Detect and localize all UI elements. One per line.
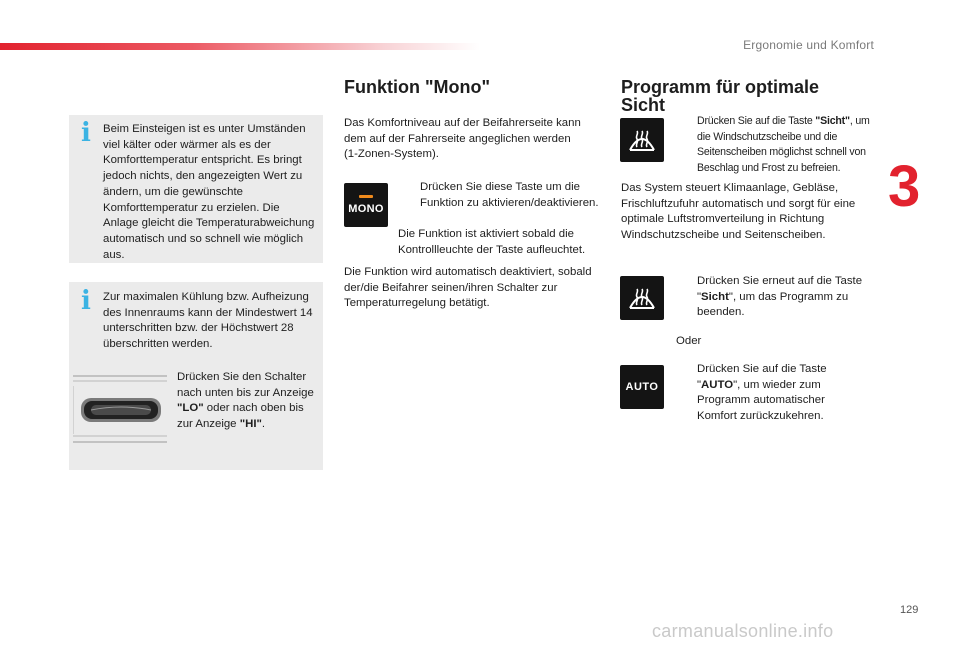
mono-deactivation-note: Die Funktion wird automatisch deaktiviert, sobald der/die Beifahrer seinen/ihren Schalter zur Temperaturregelung betätigt.	[344, 266, 592, 310]
defrost-windshield-icon	[620, 118, 664, 162]
mono-instruction: Drücken Sie diese Taste um die Funktion zu aktivieren/deaktivieren.	[420, 181, 599, 209]
visibility-instruction: Drücken Sie auf die Taste "Sicht", um die Windschutzscheibe und die Seitenscheiben möglichst schnell von Beschlag und Frost zu befreien.	[697, 115, 870, 174]
auto-button-icon	[620, 365, 664, 409]
header-accent-bar	[0, 43, 480, 50]
mono-button-icon	[344, 183, 388, 227]
info-box-text: Zur maximalen Kühlung bzw. Aufheizung des Innenraums kann der Mindestwert 14 unterschritten bzw. der Höchstwert 28 überschritten werden.	[103, 291, 313, 351]
info-icon: i	[81, 118, 91, 148]
info-box-text: Beim Einsteigen ist es unter Umständen viel kälter oder wärmer als es der Komforttemperatur entspricht. Es bringt jedoch nichts, den angezeigten Wert zu ändern, um die gewünschte Komforttemperatur zu erzielen. Die Anlage gleicht die Temperaturabweichung automatisch und so schnell wie möglich aus.	[103, 123, 315, 261]
mono-indicator-light	[359, 195, 373, 198]
info-box-max-cooling	[69, 282, 323, 470]
visibility-heading: Programm für optimale Sicht	[621, 77, 820, 115]
temperature-switch-illustration	[73, 374, 167, 446]
auto-button-label: AUTO	[625, 381, 659, 393]
lo-label: "LO"	[177, 402, 204, 415]
auto-instruction: Drücken Sie auf die Taste "AUTO", um wieder zum Programm automatischer Komfort zurückzukehren.	[697, 363, 827, 422]
info-box-comfort-temperature	[69, 115, 323, 263]
mono-heading: Funktion "Mono"	[344, 77, 491, 97]
section-title: Ergonomie und Komfort	[743, 38, 874, 52]
chapter-number: 3	[888, 154, 921, 219]
hi-label: "HI"	[239, 417, 262, 430]
visibility-stop-instruction: Drücken Sie erneut auf die Taste "Sicht", um das Programm zu beenden.	[697, 275, 863, 319]
mono-intro: Das Komfortniveau auf der Beifahrerseite kann dem auf der Fahrerseite angeglichen werden (1-Zonen-System).	[344, 117, 581, 161]
mono-activation-note: Die Funktion ist aktiviert sobald die Kontrollleuchte der Taste aufleuchtet.	[398, 228, 586, 256]
visibility-system-note: Das System steuert Klimaanlage, Gebläse, Frischluftzufuhr automatisch und sorgt für eine optimale Luftstromverteilung in Richtung Windschutzscheibe und Seitenscheiben.	[621, 182, 856, 241]
page-number: 129	[900, 604, 919, 616]
or-label: Oder	[676, 335, 702, 347]
defrost-windshield-icon	[620, 276, 664, 320]
mono-button-label: MONO	[348, 203, 384, 215]
watermark: carmanualsonline.info	[652, 621, 834, 641]
info-icon: i	[81, 286, 91, 316]
switch-instruction: Drücken Sie den Schalter nach unten bis zur Anzeige "LO" oder nach oben bis zur Anzeige "HI".	[177, 371, 314, 430]
